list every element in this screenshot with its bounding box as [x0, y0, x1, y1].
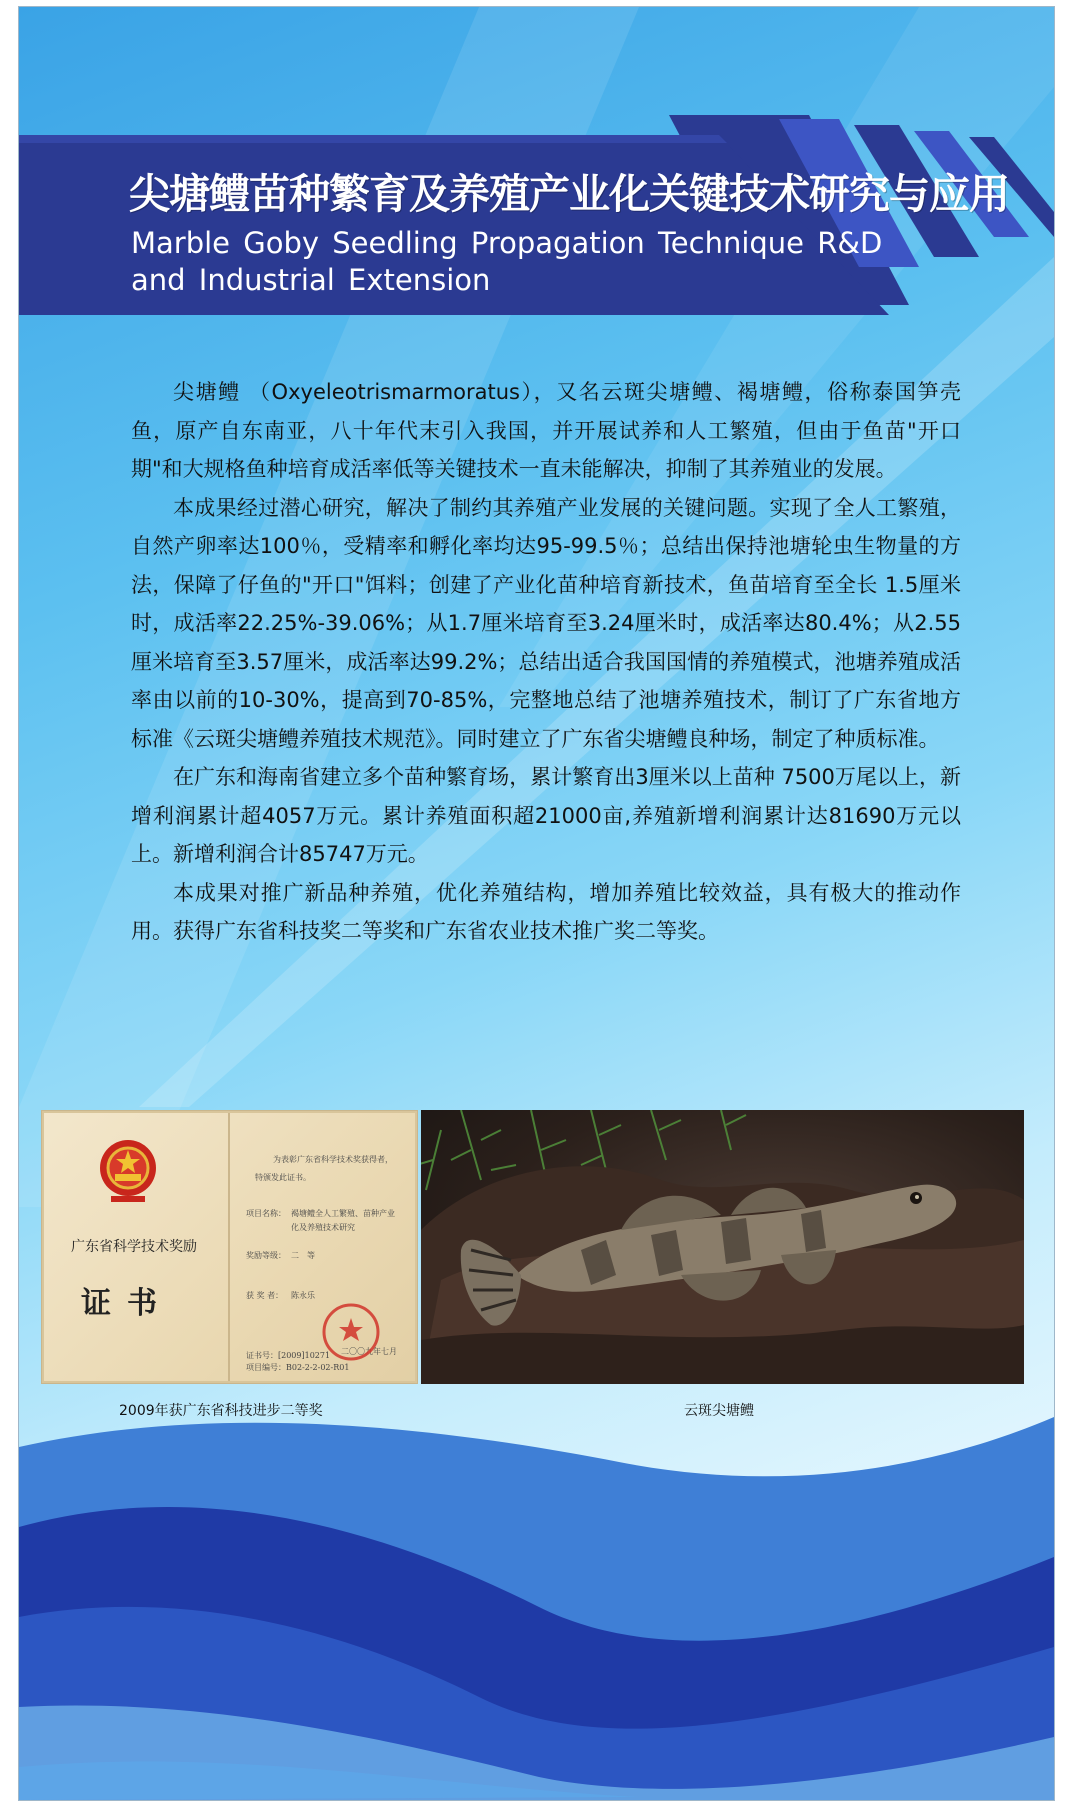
caption-certificate: 2009年获广东省科技进步二等奖 — [119, 1403, 323, 1419]
body-text — [131, 373, 961, 951]
poster — [18, 6, 1055, 1801]
caption-fish: 云斑尖塘鳢 — [684, 1403, 754, 1419]
certificate-text: 为表彰广东省科学技术奖获得者， — [273, 1155, 393, 1164]
certificate-grade-label: 奖励等级： — [246, 1251, 286, 1260]
certificate-project-label: 项目名称： — [246, 1209, 286, 1218]
paragraph: 尖塘鳢 （Oxyeleotrismarmoratus），又名云斑尖塘鳢、褐塘鳢，俗称泰国笋壳鱼，原产自东南亚，八十年代末引入我国，并开展试养和人工繁殖，但由于鱼苗"开口期"和大规格鱼种培育成活率低等关键技术一直未能解决，抑制了其养殖业的发展。 — [131, 380, 961, 481]
certificate-project-value: 化及养殖技术研究 — [291, 1223, 355, 1232]
marble-goby-illustration — [421, 1110, 1024, 1384]
red-seal-icon — [321, 1302, 381, 1362]
paragraph: 本成果对推广新品种养殖，优化养殖结构，增加养殖比较效益，具有极大的推动作用。获得广东省科技奖二等奖和广东省农业技术推广奖二等奖。 — [131, 880, 961, 943]
title-english: Marble Goby Seedling Propagation Technique R&D and Industrial Extension — [131, 226, 883, 297]
certificate-award-name: 广东省科学技术奖励 — [71, 1239, 197, 1255]
certificate-number: 证书号：[2009]10271 — [246, 1351, 331, 1360]
certificate-photo — [41, 1110, 418, 1384]
certificate-grade-value: 二 等 — [291, 1251, 315, 1260]
certificate-item-number: 项目编号：B02-2-2-02-R01 — [246, 1363, 350, 1372]
certificate-project-value: 褐塘鳢全人工繁殖、苗种产业 — [291, 1209, 395, 1218]
certificate-text: 特颁发此证书。 — [255, 1173, 311, 1182]
certificate-winner-value: 陈永乐 — [291, 1291, 315, 1300]
certificate-winner-label: 获 奖 者： — [246, 1291, 284, 1300]
title-chinese: 尖塘鳢苗种繁育及养殖产业化关键技术研究与应用 — [129, 170, 1009, 218]
fish-photo — [421, 1110, 1024, 1384]
paragraph: 在广东和海南省建立多个苗种繁育场，累计繁育出3厘米以上苗种 7500万尾以上，新增利润累计超4057万元。累计养殖面积超21000亩,养殖新增利润累计达81690万元以上。新增利润合计85747万元。 — [131, 765, 961, 866]
certificate-title: 证书 — [81, 1286, 173, 1321]
national-emblem-icon — [97, 1136, 159, 1206]
certificate-date: 二〇〇九年七月 — [341, 1347, 397, 1356]
paragraph: 本成果经过潜心研究，解决了制约其养殖产业发展的关键问题。实现了全人工繁殖，自然产卵率达100％，受精率和孵化率均达95-99.5％；总结出保持池塘轮虫生物量的方法，保障了仔鱼的"开口"饵料；创建了产业化苗种培育新技术，鱼苗培育至全长 1.5厘米时，成活率22.25%-39.06%；从1.7厘米培育至3.24厘米时，成活率达80.4%；从2.55厘米培育至3.57厘米，成活率达99.2%；总结出适合我国国情的养殖模式，池塘养殖成活率由以前的10-30%，提高到70-85%，完整地总结了池塘养殖技术，制订了广东省地方标准《云斑尖塘鳢养殖技术规范》。同时建立了广东省尖塘鳢良种场，制定了种质标准。 — [131, 495, 961, 751]
